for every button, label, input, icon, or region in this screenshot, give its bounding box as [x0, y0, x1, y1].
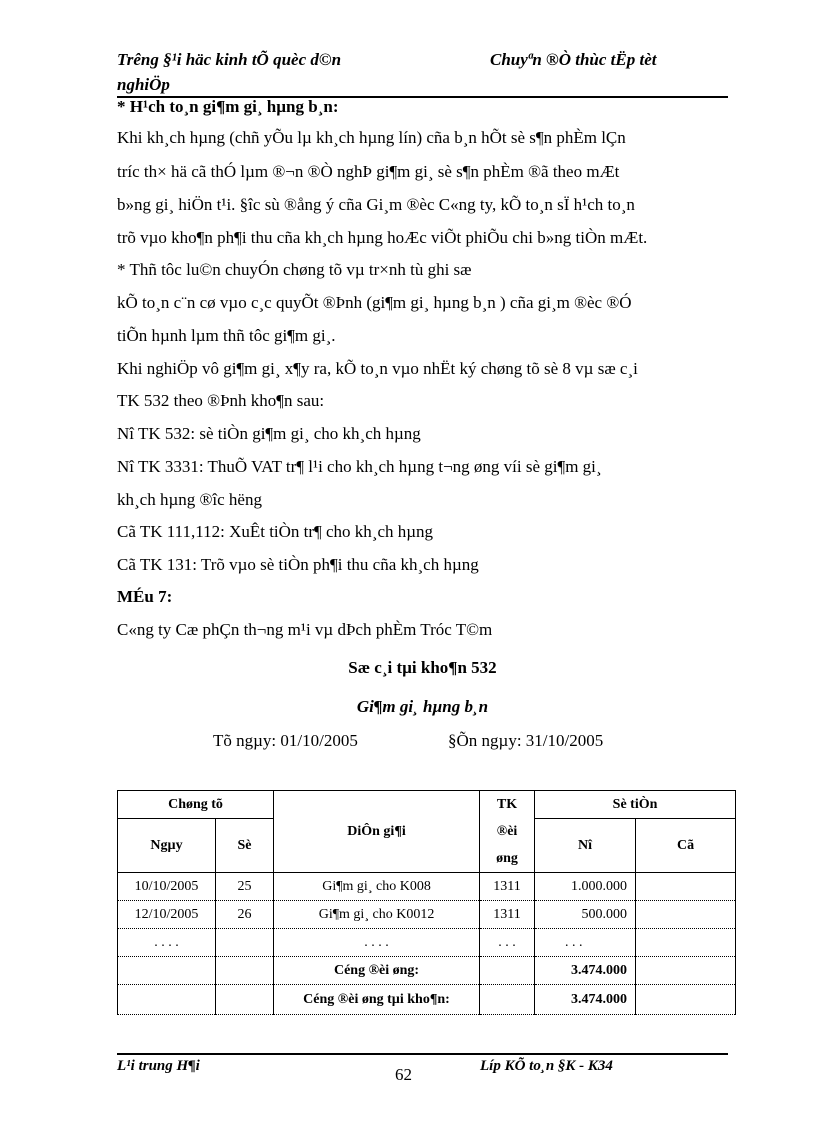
debit-header: Nî: [535, 819, 636, 873]
account-total-label: Céng ®èi øng tµi kho¶n:: [274, 985, 480, 1015]
section-heading: * H¹ch to¸n gi¶m gi¸ hµng b¸n:: [117, 97, 339, 116]
number-header: Sè: [216, 819, 274, 873]
cell-description: Gi¶m gi¸ cho K008: [274, 873, 480, 901]
cell-credit: [636, 901, 736, 929]
body-line: Khi nghiÖp vô gi¶m gi¸ x¶y ra, kÕ to¸n vµo nhËt ký chøng tõ sè 8 vµ sæ c¸i: [117, 359, 638, 378]
tk-header: [480, 791, 535, 873]
empty-cell: [636, 985, 736, 1015]
total-value: 3.474.000: [535, 957, 636, 985]
from-date: Tõ ngµy: 01/10/2005: [213, 731, 358, 750]
empty-cell: [216, 985, 274, 1015]
body-line: TK 532 theo ®Þnh kho¶n sau:: [117, 391, 325, 410]
cell-debit: 500.000: [535, 901, 636, 929]
cell-debit: 1.000.000: [535, 873, 636, 901]
ledger-subtitle: Gi¶m gi¸ hµng b¸n: [356, 697, 489, 716]
total-label: Céng ®èi øng:: [274, 957, 480, 985]
account-total-value: 3.474.000: [535, 985, 636, 1015]
empty-cell: [216, 957, 274, 985]
body-line: Cã TK 131: Trõ vµo sè tiÒn ph¶i thu cña kh¸ch hµng: [117, 555, 479, 574]
cell-tk: 1311: [480, 901, 535, 929]
table-row: [118, 929, 736, 957]
body-line: kÕ to¸n c¨n cø vµo c¸c quyÕt ®Þnh (gi¶m gi¸ hµng b¸n ) cña gi¸m ®èc ®Ó: [117, 293, 632, 312]
description-header: DiÔn gi¶i: [274, 791, 480, 873]
page-number: 62: [395, 1065, 412, 1084]
cell-date: 10/10/2005: [118, 873, 216, 901]
account-total-row: [118, 985, 736, 1015]
empty-cell: [118, 957, 216, 985]
amount-header: Sè tiÒn: [535, 791, 736, 819]
cell-credit: [636, 929, 736, 957]
cell-number: 26: [216, 901, 274, 929]
cell-date: 12/10/2005: [118, 901, 216, 929]
cell-tk: . . .: [480, 929, 535, 957]
header-title: Chuyªn ®Ò thùc tËp tèt: [490, 50, 657, 69]
body-line: b»ng gi¸ hiÖn t¹i. §îc sù ®ång ý cña Gi¸m ®èc C«ng ty, kÕ to¸n sÏ h¹ch to¸n: [117, 195, 635, 214]
body-line: * Thñ tôc lu©n chuyÓn chøng tõ vµ tr×nh tù ghi sæ: [117, 260, 472, 279]
body-line: kh¸ch hµng ®îc hëng: [117, 490, 262, 509]
tk-header-line: øng: [496, 851, 518, 866]
table-row: [118, 901, 736, 929]
empty-cell: [636, 957, 736, 985]
cell-number: [216, 929, 274, 957]
empty-cell: [118, 985, 216, 1015]
tk-header-line: ®èi: [496, 824, 518, 839]
body-line: tríc th× hä cã thÓ lµm ®¬n ®Ò nghÞ gi¶m gi¸ sè s¶n phÈm ®ã theo mÆt: [117, 162, 620, 181]
tk-header-line: TK: [496, 797, 518, 812]
body-line: Cã TK 111,112: XuÊt tiÒn tr¶ cho kh¸ch hµng: [117, 522, 434, 541]
header-school-continued: nghiÖp: [117, 75, 170, 94]
cell-tk: 1311: [480, 873, 535, 901]
ledger-title: Sæ c¸i tµi kho¶n 532: [348, 658, 497, 677]
cell-description: . . . .: [274, 929, 480, 957]
sample-label: MÉu 7:: [117, 587, 173, 606]
footer-class: Líp KÕ to¸n §K - K34: [480, 1058, 613, 1074]
body-line: Nî TK 3331: ThuÕ VAT tr¶ l¹i cho kh¸ch hµng t¬ng øng víi sè gi¶m gi¸: [117, 457, 602, 476]
footer-rule: [117, 1053, 728, 1055]
ledger-table: [117, 790, 736, 1015]
company-name: C«ng ty Cæ phÇn th¬ng m¹i vµ dÞch phÈm Tróc T©m: [117, 620, 493, 639]
credit-header: Cã: [636, 819, 736, 873]
empty-cell: [480, 985, 535, 1015]
total-row: [118, 957, 736, 985]
cell-debit: . . .: [535, 929, 636, 957]
body-line: Khi kh¸ch hµng (chñ yÕu lµ kh¸ch hµng lín) cña b¸n hÕt sè s¶n phÈm lÇn: [117, 128, 626, 147]
empty-cell: [480, 957, 535, 985]
footer-author: L¹i trung H¶i: [117, 1058, 200, 1074]
cell-description: Gi¶m gi¸ cho K0012: [274, 901, 480, 929]
table-row: [118, 873, 736, 901]
header-school: Trêng §¹i häc kinh tÕ quèc d©n: [117, 50, 342, 69]
cell-credit: [636, 873, 736, 901]
body-line: trõ vµo kho¶n ph¶i thu cña kh¸ch hµng hoÆc viÕt phiÕu chi b»ng tiÒn mÆt.: [117, 228, 648, 247]
cell-number: 25: [216, 873, 274, 901]
to-date: §Õn ngµy: 31/10/2005: [448, 731, 604, 750]
cell-date: . . . .: [118, 929, 216, 957]
body-line: tiÕn hµnh lµm thñ tôc gi¶m gi¸.: [117, 326, 336, 345]
voucher-header: Chøng tõ: [118, 791, 274, 819]
date-header: Ngµy: [118, 819, 216, 873]
body-line: Nî TK 532: sè tiÒn gi¶m gi¸ cho kh¸ch hµng: [117, 424, 421, 443]
